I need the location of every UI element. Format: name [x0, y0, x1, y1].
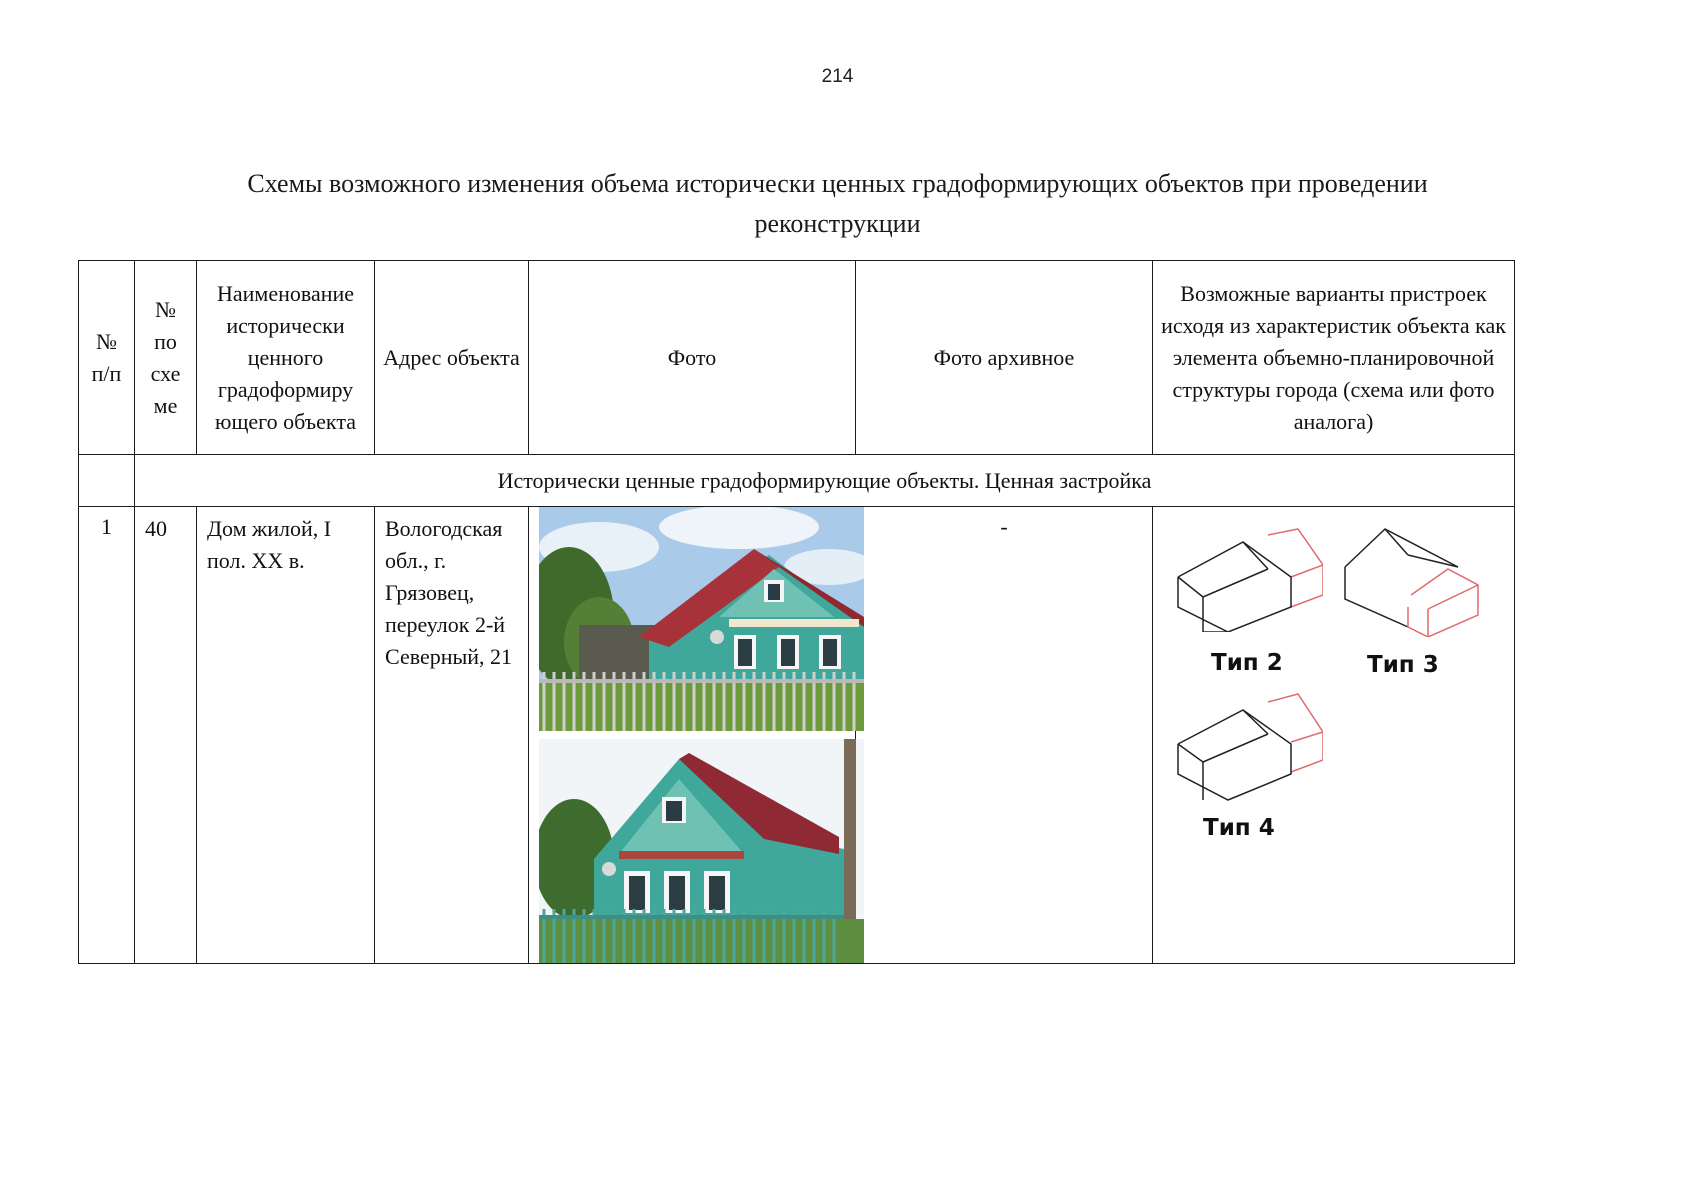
- page-number: 214: [821, 66, 854, 87]
- row-variants: [1153, 507, 1515, 964]
- row-num: 1: [79, 507, 135, 964]
- table-row: [79, 507, 1515, 964]
- title-line-2: реконструкции: [754, 209, 921, 238]
- row-scheme-num: 40: [135, 507, 197, 964]
- scheme-type-3-label: Тип 3: [1367, 652, 1439, 678]
- header-num: № п/п: [79, 261, 135, 455]
- header-address: Адрес объекта: [375, 261, 529, 455]
- section-row: [79, 455, 1515, 507]
- house-photo-1: [539, 507, 864, 731]
- scheme-type-2-label: Тип 2: [1211, 650, 1283, 676]
- row-name: Дом жилой, I пол. XX в.: [197, 507, 375, 964]
- scheme-type-2-diagram: [1173, 527, 1323, 632]
- document-title: [150, 164, 1525, 244]
- row-address: Вологодская обл., г. Грязовец, переулок 2-й Северный, 21: [375, 507, 529, 964]
- scheme-type-4-label: Тип 4: [1203, 815, 1275, 841]
- scheme-type-4-diagram: [1173, 692, 1323, 802]
- title-line-1: Схемы возможного изменения объема исторически ценных градоформирующих объектов при проведении: [247, 169, 1428, 198]
- section-empty-cell: [79, 455, 135, 507]
- header-row: [79, 261, 1515, 455]
- objects-table: [78, 260, 1515, 964]
- header-name: Наименование исторически ценного градоформиру ющего объекта: [197, 261, 375, 455]
- row-photos: [529, 507, 856, 964]
- section-title: Исторически ценные градоформирующие объекты. Ценная застройка: [135, 455, 1515, 507]
- house-photo-2: [539, 739, 864, 963]
- variant-schemes: [1153, 507, 1514, 963]
- header-scheme-num: № по схе ме: [135, 261, 197, 455]
- scheme-type-3-diagram: [1343, 527, 1483, 637]
- header-archive-photo: Фото архивное: [856, 261, 1153, 455]
- row-archive-photo: -: [856, 507, 1153, 964]
- header-photo: Фото: [529, 261, 856, 455]
- header-variants: Возможные варианты пристроек исходя из характеристик объекта как элемента объемно-планировочной структуры города (схема или фото аналога): [1153, 261, 1515, 455]
